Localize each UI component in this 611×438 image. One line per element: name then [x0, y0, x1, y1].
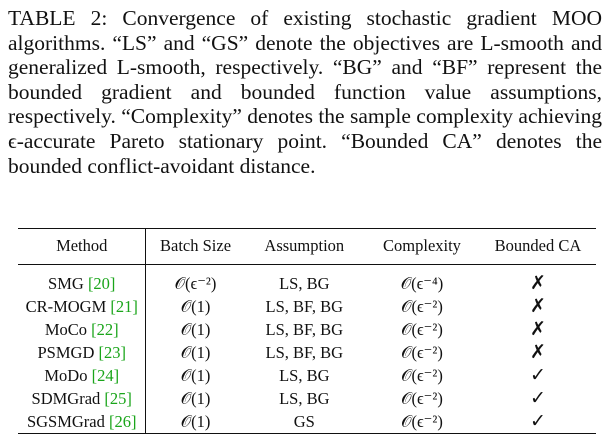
- method-name: SGSMGrad: [26, 411, 105, 431]
- header-complexity: Complexity: [383, 236, 461, 255]
- method-cell: [18, 364, 146, 387]
- assumption-cell: LS, BG: [279, 273, 330, 293]
- assumption-cell: LS, BF, BG: [265, 342, 344, 362]
- citation-link[interactable]: [21]: [110, 296, 138, 316]
- method-name: SMG: [48, 273, 84, 293]
- batch-size-cell: 𝒪(1): [180, 411, 211, 431]
- table-caption: TABLE 2: Convergence of existing stochastic gradient MOO algorithms. “LS” and “GS” denote the objectives are L-smooth and generalized L-smooth, respectively. “BG” and “BF” represent the bounded gradient and bounded function value assumptions, respectively. “Complexity” denotes the sample complexity achieving ϵ-accurate Pareto stationary point. “Bounded CA” denotes the bounded conflict-avoidant distance.: [8, 6, 602, 178]
- batch-size-cell: 𝒪(ϵ⁻²): [174, 273, 217, 293]
- method-name: MoDo: [44, 365, 88, 385]
- method-name: CR-MOGM: [25, 296, 107, 316]
- method-name: PSMGD: [37, 342, 95, 362]
- bounded-ca-mark: ✓: [529, 388, 546, 409]
- citation-link[interactable]: [20]: [87, 273, 116, 293]
- complexity-cell: 𝒪(ϵ⁻²): [401, 319, 443, 339]
- bounded-ca-mark: ✗: [529, 273, 546, 294]
- complexity-cell: 𝒪(ϵ⁻²): [401, 388, 443, 408]
- bounded-ca-mark: ✗: [529, 296, 546, 317]
- method-cell: [18, 295, 146, 318]
- assumption-cell: LS, BF, BG: [265, 296, 344, 316]
- complexity-cell: 𝒪(ϵ⁻²): [401, 342, 443, 362]
- complexity-cell: 𝒪(ϵ⁻⁴): [400, 273, 444, 293]
- header-bounded-ca: Bounded CA: [494, 236, 582, 255]
- citation-link[interactable]: [24]: [91, 365, 120, 385]
- table-header-row: [18, 229, 596, 265]
- bounded-ca-mark: ✓: [529, 411, 546, 432]
- table-row: [18, 341, 596, 364]
- table-row: [18, 364, 596, 387]
- assumption-cell: LS, BF, BG: [265, 319, 344, 339]
- table-row: [18, 410, 596, 434]
- method-cell: [18, 387, 146, 410]
- batch-size-cell: 𝒪(1): [180, 296, 211, 316]
- method-cell: [18, 265, 146, 296]
- batch-size-cell: 𝒪(1): [180, 388, 211, 408]
- header-assumption: Assumption: [264, 236, 345, 255]
- batch-size-cell: 𝒪(1): [180, 342, 211, 362]
- assumption-cell: LS, BG: [279, 365, 330, 385]
- bounded-ca-mark: ✗: [529, 342, 546, 363]
- method-cell: [18, 341, 146, 364]
- batch-size-cell: 𝒪(1): [180, 365, 211, 385]
- method-name: MoCo: [44, 319, 88, 339]
- citation-link[interactable]: [22]: [91, 319, 119, 339]
- table-row: [18, 265, 596, 296]
- complexity-cell: 𝒪(ϵ⁻²): [401, 296, 443, 316]
- table-row: [18, 295, 596, 318]
- citation-link[interactable]: [23]: [98, 342, 126, 362]
- citation-link[interactable]: [26]: [109, 411, 137, 431]
- complexity-cell: 𝒪(ϵ⁻²): [401, 411, 443, 431]
- bounded-ca-mark: ✓: [529, 365, 546, 386]
- header-method: Method: [18, 229, 146, 265]
- table-row: [18, 318, 596, 341]
- citation-link[interactable]: [25]: [104, 388, 132, 408]
- batch-size-cell: 𝒪(1): [180, 319, 211, 339]
- assumption-cell: LS, BG: [279, 388, 330, 408]
- header-batch-size: Batch Size: [160, 236, 232, 255]
- assumption-cell: GS: [293, 411, 315, 431]
- method-name: SDMGrad: [31, 388, 101, 408]
- method-cell: [18, 410, 146, 434]
- convergence-table: [18, 228, 596, 434]
- complexity-cell: 𝒪(ϵ⁻²): [401, 365, 443, 385]
- method-cell: [18, 318, 146, 341]
- bounded-ca-mark: ✗: [529, 319, 546, 340]
- table-row: [18, 387, 596, 410]
